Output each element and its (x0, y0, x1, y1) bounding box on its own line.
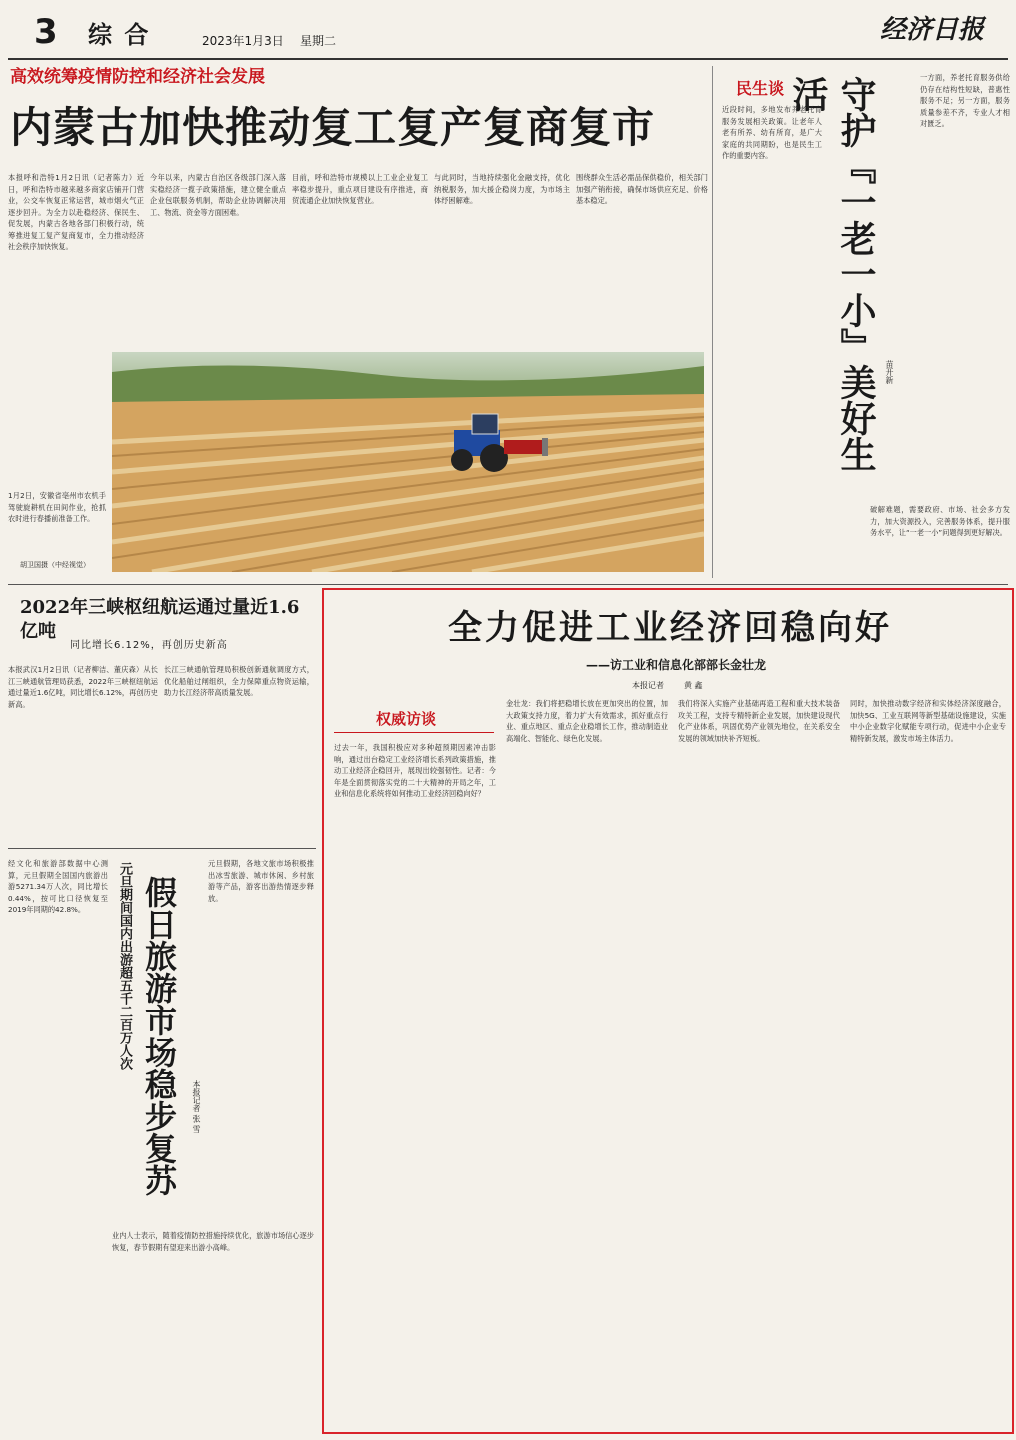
sidebar-author: 苗开新 (885, 360, 894, 384)
sanxia-col1: 本报武汉1月2日讯（记者柳洁、董庆森）从长江三峡通航管理局获悉，2022年三峡枢纽航运通过量近1.6亿吨，同比增长6.12%，再创历史新高。 (8, 665, 158, 709)
top-story-col4: 与此同时，当地持续强化金融支持，优化纳税服务，加大援企稳岗力度，为市场主体纾困解难。 (434, 173, 570, 205)
photo-credit: 胡卫国摄（中经视觉） (20, 561, 90, 569)
paper-logo: 经济日报 (880, 15, 985, 45)
top-story-headline: 内蒙古加快推动复工复产复商复市 (10, 103, 656, 152)
page-number: 3 (34, 12, 58, 52)
interview-col2: 金壮龙：我们将把稳增长放在更加突出的位置，加大政策支持力度，着力扩大有效需求，抓好重点行业、重点地区、重点企业稳增长工作，推动制造业高端化、智能化、绿色化发展。 (506, 699, 668, 743)
top-story-col3: 目前，呼和浩特市规模以上工业企业复工率稳步提升，重点项目建设有序推进，商贸流通企业加快恢复营业。 (292, 173, 428, 205)
interview-subtitle: ——访工业和信息化部部长金壮龙 (586, 658, 767, 672)
tourism-col3: 业内人士表示，随着疫情防控措施持续优化，旅游市场信心逐步恢复，春节假期有望迎来出游小高峰。 (112, 1231, 314, 1252)
top-story-col2: 今年以来，内蒙古自治区各级部门深入落实稳经济一揽子政策措施，建立健全重点企业包联服务机制，帮助企业协调解决用工、物流、资金等方面困难。 (150, 173, 286, 217)
section-name: 综 合 (88, 20, 151, 49)
sidebar-col2: 一方面，养老托育服务供给仍存在结构性短缺，普惠性服务不足；另一方面，服务质量参差不齐，专业人才相对匮乏。 (920, 73, 1010, 128)
issue-date: 2023年1月3日 (202, 34, 284, 48)
sidebar-col3: 破解难题，需要政府、市场、社会多方发力，加大资源投入，完善服务体系，提升服务水平，让“一老一小”问题得到更好解决。 (870, 505, 1010, 537)
farm-photo-illustration (112, 352, 704, 572)
interview-byline-name: 黄 鑫 (684, 681, 703, 690)
interview-col4: 同时，加快推动数字经济和实体经济深度融合，加快5G、工业互联网等新型基础设施建设，实施中小企业数字化赋能专项行动，促进中小企业专精特新发展，激发市场主体活力。 (850, 699, 1006, 743)
top-story-col1: 本报呼和浩特1月2日讯（记者陈力）近日，呼和浩特市越来越多商家店铺开门营业，公交车恢复正常运营，城市烟火气正逐步回升。为全力以赴稳经济、保民生、促发展，内蒙古各地各部门积极行动，统筹推进复工复产复商复市，全力推动经济社会秩序加快恢复。 (8, 173, 144, 251)
tourism-col2: 元旦假期，各地文旅市场积极推出冰雪旅游、城市休闲、乡村旅游等产品，游客出游热情逐步释放。 (208, 859, 314, 903)
masthead-rule (8, 58, 1008, 60)
sidebar-headline: 守护『一老一小』美好生活 (787, 76, 877, 472)
top-story-col5: 围绕群众生活必需品保供稳价，相关部门加强产销衔接，确保市场供应充足、价格基本稳定。 (576, 173, 708, 205)
tourism-headline: 假日旅游市场稳步复苏 (140, 876, 178, 1196)
farm-photo (112, 352, 704, 572)
photo-caption: 1月2日，安徽省亳州市农机手驾驶旋耕机在田间作业，抢抓农时进行春播前准备工作。 (8, 491, 106, 523)
interview-column-label: 权威访谈 (376, 710, 437, 728)
sanxia-subtitle: 同比增长6.12%，再创历史新高 (70, 640, 228, 651)
tourism-subhead: 元旦期间国内出游超五千二百万人次 (117, 862, 132, 1070)
tourism-col1: 经文化和旅游部数据中心测算，元旦假期全国国内旅游出游5271.34万人次，同比增长0.44%，按可比口径恢复至2019年同期的42.8%。 (8, 859, 108, 914)
interview-headline: 全力促进工业经济回稳向好 (448, 608, 892, 648)
sanxia-col2: 长江三峡通航管理局积极创新通航调度方式，优化船舶过闸组织，全力保障重点物资运输，助力长江经济带高质量发展。 (164, 665, 314, 697)
interview-col1: 过去一年，我国积极应对多种超预期因素冲击影响，通过出台稳定工业经济增长系列政策措施，推动工业经济企稳回升，展现出较强韧性。记者：今年是全面贯彻落实党的二十大精神的开局之年，工业和信息化系统将如何推动工业经济回稳向好？ (334, 743, 496, 798)
interview-col3: 我们将深入实施产业基础再造工程和重大技术装备攻关工程，支持专精特新企业发展，加快建设现代化产业体系，巩固优势产业领先地位，在关系安全发展的领域加快补齐短板。 (678, 699, 840, 743)
issue-weekday: 星期二 (300, 34, 337, 48)
top-story-kicker: 高效统筹疫情防控和经济社会发展 (10, 67, 265, 87)
sidebar-column-label: 民生谈 (736, 79, 785, 98)
sanxia-headline: 2022年三峡枢纽航运通过量近1.6亿吨 (20, 597, 300, 642)
tourism-byline: 本报记者 张 雪 (192, 1080, 201, 1134)
sidebar-col1: 近段时间，多地发布养老托育服务发展相关政策。让老年人老有所养、幼有所育，是广大家庭的共同期盼，也是民生工作的重要内容。 (722, 105, 822, 160)
interview-byline-label: 本报记者 (632, 681, 664, 690)
